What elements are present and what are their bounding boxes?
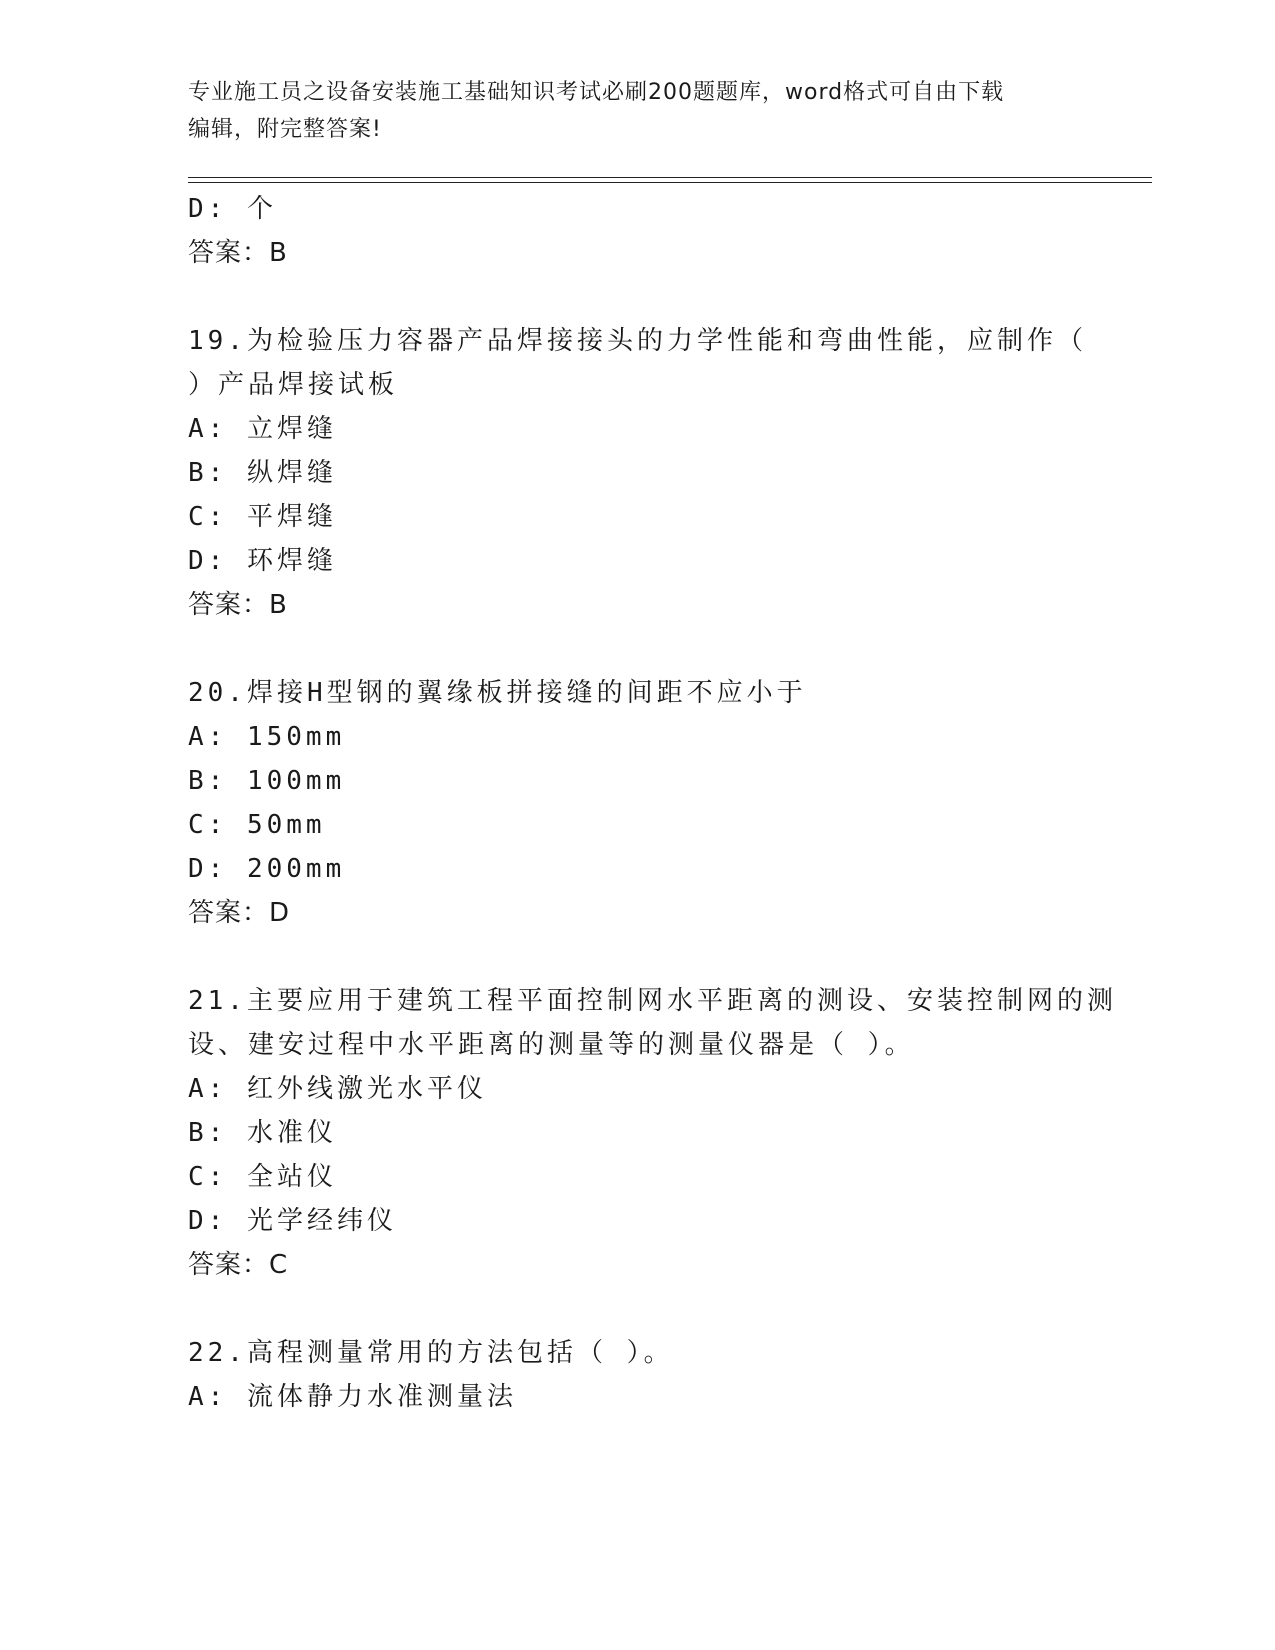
question-stem: ）产品焊接试板 — [188, 370, 399, 400]
option-d: D: 环焊缝 — [188, 546, 337, 576]
answer-line: 答案：B — [188, 590, 288, 620]
option-c: C: 平焊缝 — [188, 502, 337, 532]
option-a: A: 立焊缝 — [188, 414, 337, 444]
header-rule-bottom — [188, 182, 1152, 183]
question-stem: 20.焊接H型钢的翼缘板拼接缝的间距不应小于 — [188, 678, 807, 708]
option-b: B: 水准仪 — [188, 1118, 337, 1148]
option-d: D: 个 — [188, 194, 277, 224]
question-stem: 22.高程测量常用的方法包括（ ）。 — [188, 1338, 674, 1368]
answer-line: 答案：C — [188, 1250, 289, 1280]
header-rule-top — [188, 177, 1152, 178]
question-stem: 19.为检验压力容器产品焊接接头的力学性能和弯曲性能，应制作（ — [188, 326, 1087, 356]
option-d: D: 光学经纬仪 — [188, 1206, 397, 1236]
option-c: C: 全站仪 — [188, 1162, 337, 1192]
answer-line: 答案：B — [188, 238, 288, 268]
option-d: D: 200mm — [188, 854, 346, 884]
question-stem: 设、建安过程中水平距离的测量等的测量仪器是（ ）。 — [188, 1030, 915, 1060]
option-a: A: 150mm — [188, 722, 346, 752]
header-line-2: 编辑，附完整答案! — [188, 117, 382, 142]
option-a: A: 流体静力水准测量法 — [188, 1382, 517, 1412]
document-header — [188, 74, 1088, 148]
answer-line: 答案：D — [188, 898, 291, 928]
option-a: A: 红外线激光水平仪 — [188, 1074, 487, 1104]
header-line-1: 专业施工员之设备安装施工基础知识考试必刷200题题库，word格式可自由下载 — [188, 80, 1005, 105]
option-b: B: 100mm — [188, 766, 346, 796]
option-c: C: 50mm — [188, 810, 326, 840]
option-b: B: 纵焊缝 — [188, 458, 337, 488]
question-stem: 21.主要应用于建筑工程平面控制网水平距离的测设、安装控制网的测 — [188, 986, 1117, 1016]
